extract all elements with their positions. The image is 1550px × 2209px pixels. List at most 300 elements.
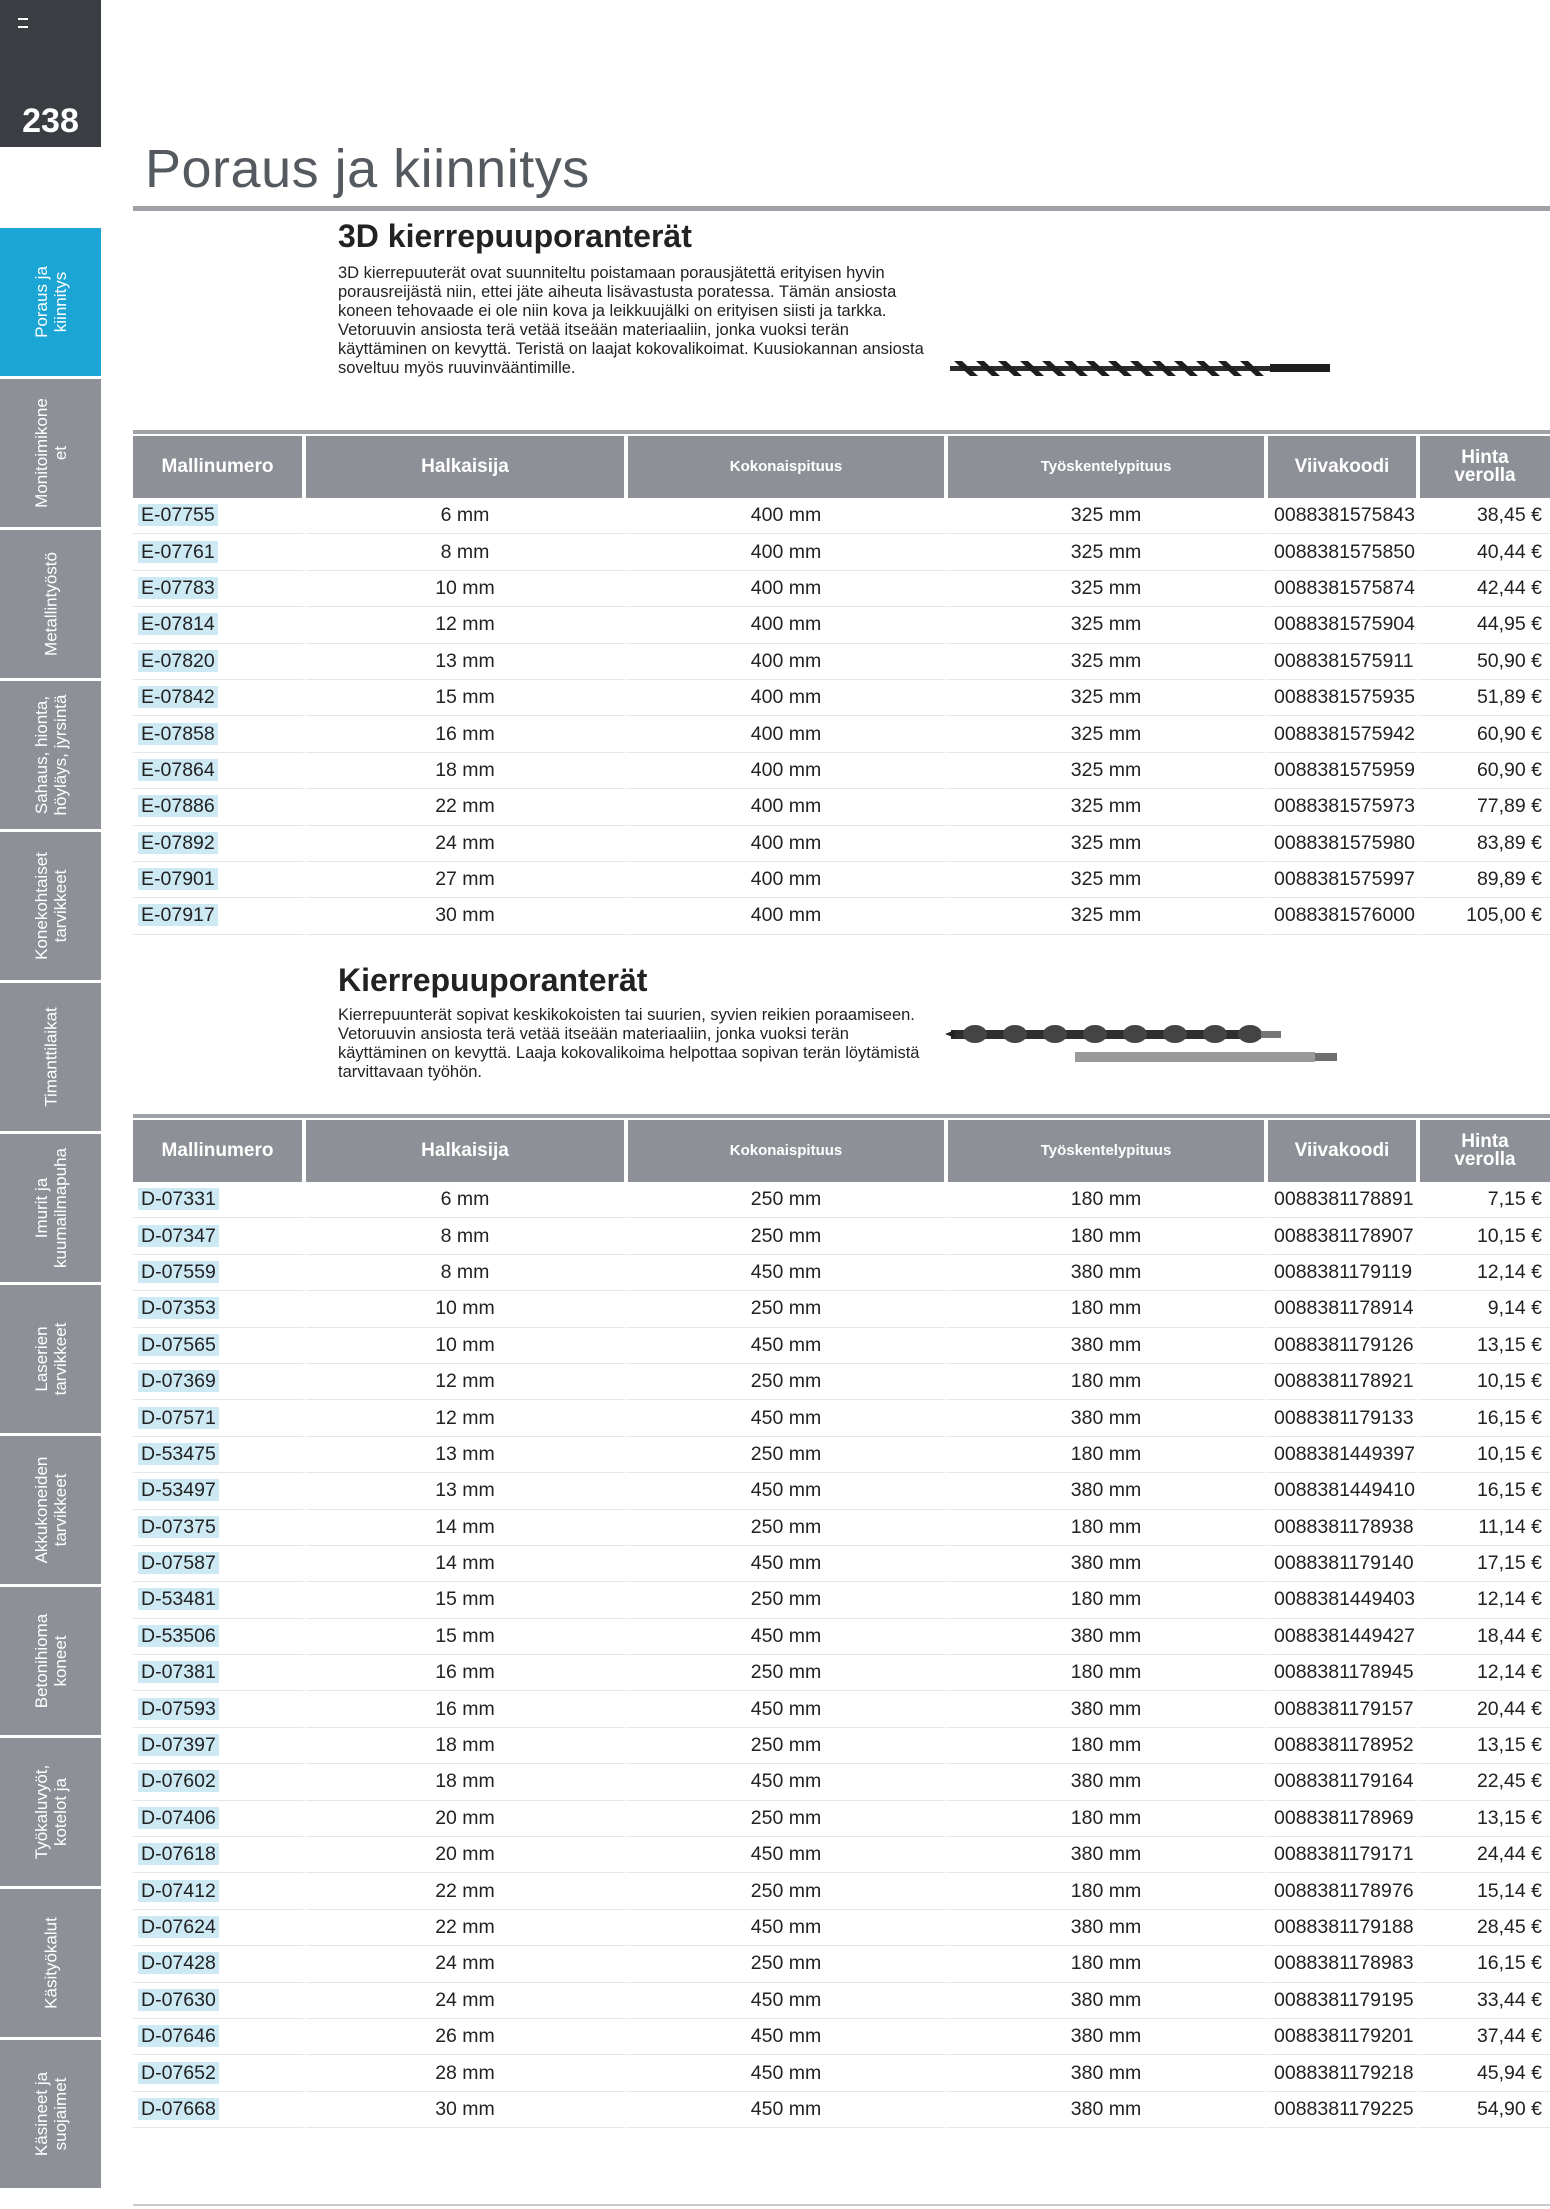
cell-diameter: 10 mm [306, 1328, 628, 1364]
table-row [133, 1691, 1550, 1727]
model-number: E-07858 [138, 723, 218, 745]
cell-working-length: 380 mm [948, 2092, 1268, 2128]
cell-total-length: 250 mm [628, 1182, 948, 1218]
cell-price: 38,45 € [1420, 498, 1550, 534]
model-number: D-07559 [138, 1261, 219, 1283]
cell-barcode: 0088381179133 [1268, 1400, 1420, 1436]
sidebar-tab-10[interactable] [0, 1738, 101, 1886]
cell-barcode: 0088381575874 [1268, 571, 1420, 607]
sidebar [0, 0, 101, 2209]
cell-barcode: 0088381449427 [1268, 1619, 1420, 1655]
cell-model [133, 1873, 306, 1909]
cell-diameter: 16 mm [306, 1655, 628, 1691]
cell-price: 20,44 € [1420, 1691, 1550, 1727]
cell-barcode: 0088381178938 [1268, 1510, 1420, 1546]
cell-diameter: 18 mm [306, 753, 628, 789]
cell-model [133, 2055, 306, 2091]
cell-price: 77,89 € [1420, 789, 1550, 825]
cell-diameter: 24 mm [306, 1983, 628, 2019]
cell-total-length: 400 mm [628, 789, 948, 825]
cell-price: 12,14 € [1420, 1582, 1550, 1618]
cell-model [133, 2092, 306, 2128]
cell-diameter: 10 mm [306, 1291, 628, 1327]
cell-total-length: 250 mm [628, 1510, 948, 1546]
model-number: D-07428 [138, 1952, 219, 1974]
cell-diameter: 13 mm [306, 644, 628, 680]
model-number: D-07397 [138, 1734, 219, 1756]
cell-total-length: 250 mm [628, 1364, 948, 1400]
table-row [133, 1910, 1550, 1946]
cell-working-length: 380 mm [948, 1328, 1268, 1364]
cell-working-length: 325 mm [948, 680, 1268, 716]
cell-working-length: 380 mm [948, 1546, 1268, 1582]
sidebar-tab-label: Konekohtaiset tarvikkeet [31, 852, 70, 960]
cell-price: 33,44 € [1420, 1983, 1550, 2019]
table-row [133, 1510, 1550, 1546]
col-header-diameter: Halkaisija [306, 436, 628, 498]
cell-diameter: 22 mm [306, 789, 628, 825]
section1-table [133, 436, 1550, 935]
cell-working-length: 380 mm [948, 1400, 1268, 1436]
cell-barcode: 0088381178945 [1268, 1655, 1420, 1691]
cell-model [133, 1619, 306, 1655]
cell-barcode: 0088381179225 [1268, 2092, 1420, 2128]
table-row [133, 1728, 1550, 1764]
cell-model [133, 1400, 306, 1436]
cell-working-length: 325 mm [948, 898, 1268, 934]
cell-model [133, 1691, 306, 1727]
cell-barcode: 0088381575911 [1268, 644, 1420, 680]
cell-diameter: 18 mm [306, 1764, 628, 1800]
col-header-diameter: Halkaisija [306, 1120, 628, 1182]
sidebar-tab-2[interactable] [0, 530, 101, 678]
cell-total-length: 250 mm [628, 1728, 948, 1764]
sidebar-tab-4[interactable] [0, 832, 101, 980]
cell-price: 10,15 € [1420, 1364, 1550, 1400]
cell-price: 60,90 € [1420, 716, 1550, 752]
table-row [133, 1582, 1550, 1618]
cell-barcode: 0088381575850 [1268, 534, 1420, 570]
cell-diameter: 15 mm [306, 680, 628, 716]
cell-working-length: 325 mm [948, 644, 1268, 680]
cell-diameter: 20 mm [306, 1801, 628, 1837]
cell-total-length: 450 mm [628, 1400, 948, 1436]
sidebar-tab-label: Poraus ja kiinnitys [31, 266, 70, 338]
sidebar-tab-label: Imurit ja kuumailmapuha [31, 1148, 70, 1269]
col-header-model: Mallinumero [133, 436, 306, 498]
cell-total-length: 450 mm [628, 1328, 948, 1364]
cell-diameter: 8 mm [306, 1255, 628, 1291]
cell-total-length: 450 mm [628, 2019, 948, 2055]
cell-model [133, 1328, 306, 1364]
cell-total-length: 400 mm [628, 644, 948, 680]
sidebar-tab-3[interactable] [0, 681, 101, 829]
table-row [133, 1946, 1550, 1982]
cell-total-length: 400 mm [628, 534, 948, 570]
auger-bit-3d-image [950, 356, 1330, 382]
cell-working-length: 325 mm [948, 607, 1268, 643]
cell-price: 45,94 € [1420, 2055, 1550, 2091]
model-number: E-07783 [138, 577, 218, 599]
cell-model [133, 1546, 306, 1582]
table-row [133, 571, 1550, 607]
cell-diameter: 12 mm [306, 1400, 628, 1436]
cell-working-length: 380 mm [948, 1255, 1268, 1291]
cell-diameter: 16 mm [306, 716, 628, 752]
table-row [133, 2055, 1550, 2091]
model-number: D-07618 [138, 1843, 219, 1865]
model-number: D-07646 [138, 2025, 219, 2047]
model-number: E-07864 [138, 759, 218, 781]
table-row [133, 498, 1550, 534]
cell-barcode: 0088381575935 [1268, 680, 1420, 716]
cell-total-length: 450 mm [628, 1983, 948, 2019]
sidebar-tab-12[interactable] [0, 2040, 101, 2188]
cell-working-length: 180 mm [948, 1291, 1268, 1327]
cell-working-length: 325 mm [948, 753, 1268, 789]
model-number: D-07347 [138, 1225, 219, 1247]
model-number: D-07406 [138, 1807, 219, 1829]
table-row [133, 1873, 1550, 1909]
cell-barcode: 0088381178921 [1268, 1364, 1420, 1400]
cell-model [133, 680, 306, 716]
cell-total-length: 400 mm [628, 680, 948, 716]
cell-working-length: 180 mm [948, 1946, 1268, 1982]
cell-price: 7,15 € [1420, 1182, 1550, 1218]
sidebar-tab-label: Työkaluvyöt, kotelot ja [31, 1764, 70, 1860]
cell-total-length: 450 mm [628, 2055, 948, 2091]
sidebar-tab-1[interactable] [0, 379, 101, 527]
table-row [133, 753, 1550, 789]
cell-barcode: 0088381449397 [1268, 1437, 1420, 1473]
cell-diameter: 24 mm [306, 1946, 628, 1982]
cell-model [133, 1801, 306, 1837]
cell-price: 40,44 € [1420, 534, 1550, 570]
cell-total-length: 450 mm [628, 1837, 948, 1873]
cell-diameter: 24 mm [306, 826, 628, 862]
cell-diameter: 12 mm [306, 1364, 628, 1400]
cell-model [133, 1582, 306, 1618]
cell-working-length: 380 mm [948, 1473, 1268, 1509]
cell-barcode: 0088381179188 [1268, 1910, 1420, 1946]
cell-barcode: 0088381575843 [1268, 498, 1420, 534]
cell-model [133, 1910, 306, 1946]
cell-price: 18,44 € [1420, 1619, 1550, 1655]
sidebar-tab-0[interactable] [0, 228, 101, 376]
cell-working-length: 180 mm [948, 1510, 1268, 1546]
sidebar-tab-label: Käsineet ja suojaimet [31, 2071, 70, 2157]
table-row [133, 2019, 1550, 2055]
cell-total-length: 400 mm [628, 716, 948, 752]
col-header-model: Mallinumero [133, 1120, 306, 1182]
sidebar-tab-7[interactable] [0, 1285, 101, 1433]
table-row [133, 1801, 1550, 1837]
cell-model [133, 753, 306, 789]
table-row [133, 1364, 1550, 1400]
table-row [133, 1291, 1550, 1327]
cell-model [133, 826, 306, 862]
col-header-barcode: Viivakoodi [1268, 1120, 1420, 1182]
cell-model [133, 789, 306, 825]
cell-working-length: 380 mm [948, 2055, 1268, 2091]
cell-total-length: 250 mm [628, 1582, 948, 1618]
sidebar-tab-8[interactable] [0, 1436, 101, 1584]
cell-working-length: 325 mm [948, 716, 1268, 752]
cell-total-length: 450 mm [628, 1473, 948, 1509]
cell-barcode: 0088381179140 [1268, 1546, 1420, 1582]
cell-barcode: 0088381449410 [1268, 1473, 1420, 1509]
table-row [133, 1764, 1550, 1800]
cell-model [133, 1218, 306, 1254]
model-number: D-53506 [138, 1625, 219, 1647]
cell-diameter: 15 mm [306, 1619, 628, 1655]
cell-model [133, 1837, 306, 1873]
cell-model [133, 898, 306, 934]
sidebar-tab-9[interactable] [0, 1587, 101, 1735]
cell-price: 51,89 € [1420, 680, 1550, 716]
section1-description: 3D kierrepuuterät ovat suunniteltu poistamaan porausjätettä erityisen hyvin porausreijästä niin, ettei jäte aiheuta lisävastusta poratessa. Tämän ansiosta koneen tehovaade ei ole niin kova ja leikkuujälki on erityisen siisti ja tarkka. Vetoruuvin ansiosta terä vetää itseään materiaaliin, jonka vuoksi terän käyttäminen on kevyttä. Teristä on laajat kokovalikoimat. Kuusiokannan ansiosta soveltuu myös ruuvinvääntimille. [338, 264, 924, 377]
cell-diameter: 30 mm [306, 898, 628, 934]
model-number: E-07901 [138, 868, 218, 890]
cell-model [133, 1764, 306, 1800]
model-number: D-07624 [138, 1916, 219, 1938]
table-row [133, 826, 1550, 862]
model-number: D-07587 [138, 1552, 219, 1574]
cell-model [133, 862, 306, 898]
cell-working-length: 380 mm [948, 1910, 1268, 1946]
cell-diameter: 30 mm [306, 2092, 628, 2128]
cell-barcode: 0088381178891 [1268, 1182, 1420, 1218]
cell-total-length: 250 mm [628, 1655, 948, 1691]
sidebar-tab-label: Betonihioma koneet [31, 1613, 70, 1709]
cell-barcode: 0088381178907 [1268, 1218, 1420, 1254]
menu-icon[interactable] [18, 18, 28, 28]
cell-total-length: 400 mm [628, 898, 948, 934]
model-number: D-07381 [138, 1661, 219, 1683]
cell-working-length: 325 mm [948, 534, 1268, 570]
cell-diameter: 20 mm [306, 1837, 628, 1873]
cell-diameter: 14 mm [306, 1546, 628, 1582]
cell-price: 50,90 € [1420, 644, 1550, 680]
cell-working-length: 325 mm [948, 498, 1268, 534]
cell-working-length: 180 mm [948, 1218, 1268, 1254]
sidebar-tab-label: Monitoimikone et [31, 398, 70, 508]
cell-diameter: 12 mm [306, 607, 628, 643]
cell-total-length: 250 mm [628, 1946, 948, 1982]
section1-title: 3D kierrepuuporanterät [338, 218, 692, 254]
cell-working-length: 380 mm [948, 1764, 1268, 1800]
cell-price: 54,90 € [1420, 2092, 1550, 2128]
cell-working-length: 380 mm [948, 1619, 1268, 1655]
cell-model [133, 534, 306, 570]
cell-working-length: 325 mm [948, 571, 1268, 607]
cell-price: 60,90 € [1420, 753, 1550, 789]
cell-diameter: 16 mm [306, 1691, 628, 1727]
cell-total-length: 450 mm [628, 2092, 948, 2128]
page-number-block [0, 0, 101, 147]
cell-diameter: 8 mm [306, 534, 628, 570]
cell-price: 42,44 € [1420, 571, 1550, 607]
cell-working-length: 180 mm [948, 1801, 1268, 1837]
cell-working-length: 325 mm [948, 862, 1268, 898]
cell-barcode: 0088381575959 [1268, 753, 1420, 789]
cell-total-length: 250 mm [628, 1291, 948, 1327]
cell-model [133, 716, 306, 752]
cell-working-length: 180 mm [948, 1655, 1268, 1691]
model-number: E-07820 [138, 650, 218, 672]
cell-price: 11,14 € [1420, 1510, 1550, 1546]
table-row [133, 1473, 1550, 1509]
table-row [133, 644, 1550, 680]
cell-total-length: 400 mm [628, 571, 948, 607]
table-row [133, 1546, 1550, 1582]
cell-total-length: 400 mm [628, 862, 948, 898]
cell-model [133, 1182, 306, 1218]
model-number: D-07369 [138, 1370, 219, 1392]
col-header-price: Hinta verolla [1420, 436, 1550, 498]
cell-model [133, 644, 306, 680]
cell-price: 12,14 € [1420, 1655, 1550, 1691]
model-number: D-07565 [138, 1334, 219, 1356]
cell-working-length: 380 mm [948, 1983, 1268, 2019]
sidebar-tabs [0, 228, 101, 2191]
cell-model [133, 498, 306, 534]
model-number: E-07755 [138, 504, 218, 526]
sidebar-tab-11[interactable] [0, 1889, 101, 2037]
cell-barcode: 0088381179164 [1268, 1764, 1420, 1800]
table-row [133, 898, 1550, 934]
cell-diameter: 14 mm [306, 1510, 628, 1546]
model-number: D-53497 [138, 1479, 219, 1501]
cell-price: 44,95 € [1420, 607, 1550, 643]
page-title: Poraus ja kiinnitys [145, 139, 590, 199]
cell-barcode: 0088381575973 [1268, 789, 1420, 825]
cell-model [133, 1291, 306, 1327]
cell-price: 12,14 € [1420, 1255, 1550, 1291]
cell-diameter: 13 mm [306, 1437, 628, 1473]
model-number: E-07761 [138, 541, 218, 563]
sidebar-tab-6[interactable] [0, 1134, 101, 1282]
cell-working-length: 180 mm [948, 1873, 1268, 1909]
cell-total-length: 250 mm [628, 1437, 948, 1473]
cell-price: 15,14 € [1420, 1873, 1550, 1909]
table-row [133, 1218, 1550, 1254]
sidebar-tab-label: Akkukoneiden tarvikkeet [31, 1456, 70, 1564]
cell-total-length: 400 mm [628, 607, 948, 643]
cell-barcode: 0088381179218 [1268, 2055, 1420, 2091]
cell-total-length: 450 mm [628, 1255, 948, 1291]
table-row [133, 1655, 1550, 1691]
table-row [133, 607, 1550, 643]
cell-model [133, 607, 306, 643]
cell-diameter: 8 mm [306, 1218, 628, 1254]
cell-total-length: 250 mm [628, 1801, 948, 1837]
cell-price: 37,44 € [1420, 2019, 1550, 2055]
model-number: D-53481 [138, 1588, 219, 1610]
cell-barcode: 0088381179126 [1268, 1328, 1420, 1364]
cell-working-length: 180 mm [948, 1364, 1268, 1400]
table-row [133, 1182, 1550, 1218]
model-number: D-07652 [138, 2062, 219, 2084]
cell-diameter: 26 mm [306, 2019, 628, 2055]
section2-table [133, 1120, 1550, 2128]
cell-barcode: 0088381575997 [1268, 862, 1420, 898]
col-header-working-length: Työskentelypituus [948, 1120, 1268, 1182]
cell-diameter: 22 mm [306, 1910, 628, 1946]
auger-bit-image [945, 1010, 1345, 1070]
col-header-price: Hinta verolla [1420, 1120, 1550, 1182]
cell-model [133, 1510, 306, 1546]
model-number: D-07668 [138, 2098, 219, 2120]
bottom-divider [133, 2204, 1550, 2206]
table-row [133, 862, 1550, 898]
sidebar-tab-label: Käsityökalut [41, 1917, 60, 2009]
table-row [133, 1437, 1550, 1473]
sidebar-tab-label: Laserien tarvikkeet [31, 1322, 70, 1396]
model-number: E-07814 [138, 613, 218, 635]
cell-model [133, 1728, 306, 1764]
cell-diameter: 6 mm [306, 1182, 628, 1218]
page-number: 238 [22, 102, 79, 140]
cell-price: 13,15 € [1420, 1328, 1550, 1364]
cell-diameter: 6 mm [306, 498, 628, 534]
model-number: E-07917 [138, 904, 218, 926]
cell-working-length: 180 mm [948, 1437, 1268, 1473]
cell-working-length: 380 mm [948, 1691, 1268, 1727]
cell-working-length: 180 mm [948, 1728, 1268, 1764]
cell-barcode: 0088381178976 [1268, 1873, 1420, 1909]
cell-model [133, 2019, 306, 2055]
table-row [133, 716, 1550, 752]
model-number: D-07331 [138, 1188, 219, 1210]
table-row [133, 1400, 1550, 1436]
sidebar-tab-label: Sahaus, hionta, höyläys, jyrsintä [31, 694, 70, 816]
cell-total-length: 450 mm [628, 1764, 948, 1800]
cell-price: 105,00 € [1420, 898, 1550, 934]
table-row [133, 1837, 1550, 1873]
cell-total-length: 400 mm [628, 753, 948, 789]
cell-model [133, 1255, 306, 1291]
cell-diameter: 22 mm [306, 1873, 628, 1909]
sidebar-tab-5[interactable] [0, 983, 101, 1131]
sidebar-tab-label: Metallintyöstö [41, 552, 60, 656]
cell-price: 83,89 € [1420, 826, 1550, 862]
cell-barcode: 0088381575942 [1268, 716, 1420, 752]
cell-barcode: 0088381178983 [1268, 1946, 1420, 1982]
cell-price: 16,15 € [1420, 1400, 1550, 1436]
cell-diameter: 13 mm [306, 1473, 628, 1509]
cell-total-length: 450 mm [628, 1619, 948, 1655]
cell-barcode: 0088381179157 [1268, 1691, 1420, 1727]
model-number: D-07630 [138, 1989, 219, 2011]
cell-diameter: 18 mm [306, 1728, 628, 1764]
cell-model [133, 571, 306, 607]
cell-diameter: 15 mm [306, 1582, 628, 1618]
col-header-total-length: Kokonaispituus [628, 1120, 948, 1182]
model-number: E-07892 [138, 832, 218, 854]
cell-barcode: 0088381178952 [1268, 1728, 1420, 1764]
cell-price: 28,45 € [1420, 1910, 1550, 1946]
table-header-row [133, 1120, 1550, 1182]
table-row [133, 534, 1550, 570]
cell-barcode: 0088381576000 [1268, 898, 1420, 934]
cell-diameter: 28 mm [306, 2055, 628, 2091]
col-header-working-length: Työskentelypituus [948, 436, 1268, 498]
cell-model [133, 1946, 306, 1982]
title-divider [133, 206, 1550, 211]
cell-model [133, 1364, 306, 1400]
cell-barcode: 0088381179195 [1268, 1983, 1420, 2019]
